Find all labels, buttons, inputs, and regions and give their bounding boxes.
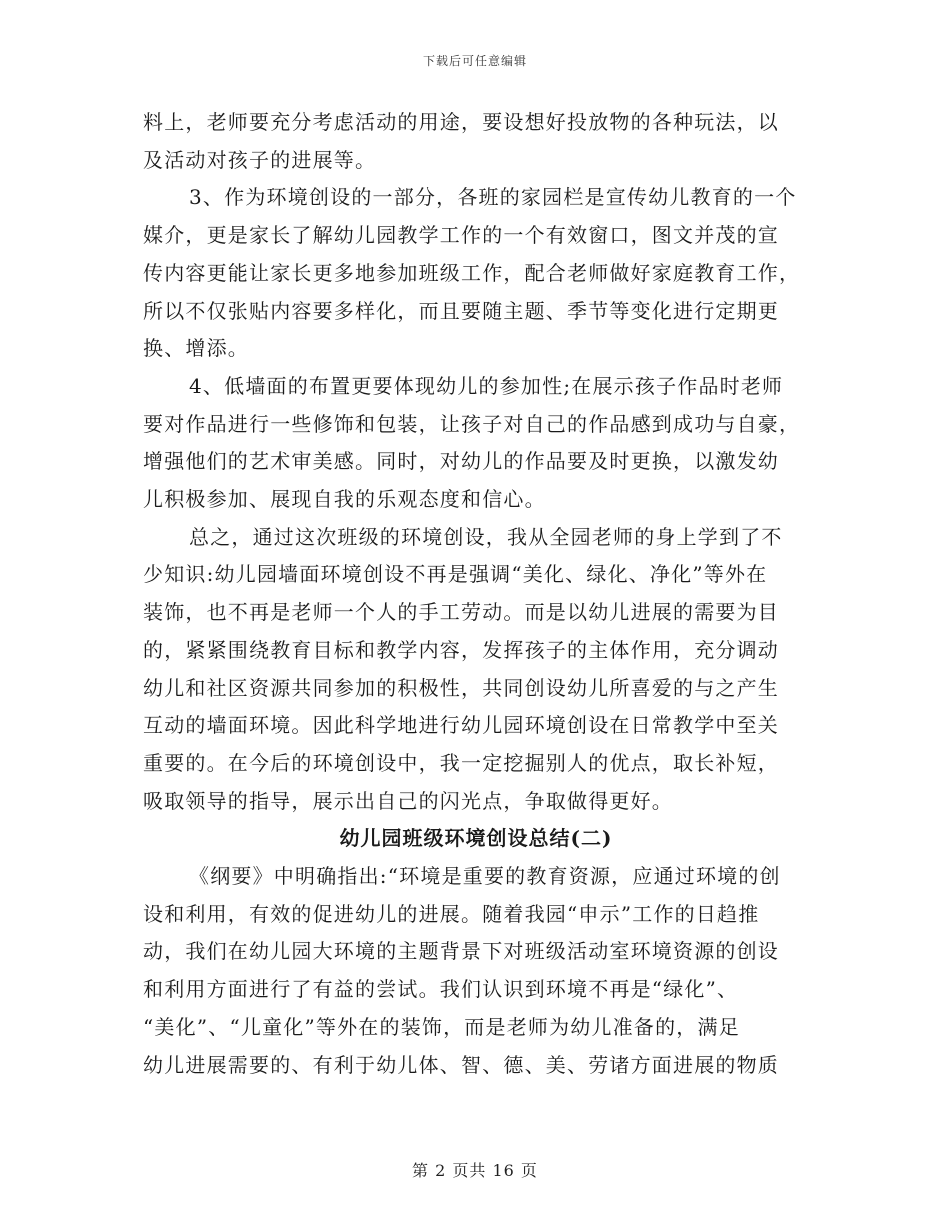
text-line: 装饰，也不再是老师一个人的手工劳动。而是以幼儿进展的需要为目	[143, 600, 779, 625]
body-paragraphs-part-2	[143, 858, 809, 1084]
text-line: 媒介，更是家长了解幼儿园教学工作的一个有效窗口，图文并茂的宣	[143, 223, 779, 248]
text-line: 动，我们在幼儿园大环境的主题背景下对班级活动室环境资源的创设	[143, 939, 779, 964]
text-line: 4、低墙面的布置更要体现幼儿的参加性;在展示孩子作品时老师	[189, 373, 784, 398]
text-line: 换、增添。	[143, 336, 249, 361]
text-line: 幼儿和社区资源共同参加的积极性，共同创设幼儿所喜爱的与之产生	[143, 675, 779, 700]
text-line: 总之，通过这次班级的环境创设，我从全园老师的身上学到了不	[189, 524, 783, 549]
section-title: 幼儿园班级环境创设总结(二)	[339, 826, 613, 851]
text-line: 和利用方面进行了有益的尝试。我们认识到环境不再是“绿化”、	[143, 977, 739, 1002]
text-line: 少知识:幼儿园墙面环境创设不再是强调“美化、绿化、净化”等外在	[143, 562, 768, 587]
text-line: 及活动对孩子的进展等。	[143, 147, 377, 172]
text-line: “美化”、“儿童化”等外在的装饰，而是老师为幼儿准备的，满足	[143, 1014, 740, 1039]
text-line: 要对作品进行一些修饰和包装，让孩子对自己的作品感到成功与自豪，	[143, 411, 801, 436]
text-line: 《纲要》中明确指出:“环境是重要的教育资源，应通过环境的创	[189, 864, 781, 889]
page-header-note: 下载后可任意编辑	[422, 54, 527, 68]
document-body	[143, 104, 809, 1084]
text-line: 重要的。在今后的环境创设中，我一定挖掘别人的优点，取长补短，	[143, 750, 779, 775]
text-line: 幼儿进展需要的、有利于幼儿体、智、德、美、劳诸方面进展的物质	[143, 1052, 779, 1077]
text-line: 设和利用，有效的促进幼儿的进展。随着我园“申示”工作的日趋推	[143, 901, 760, 926]
text-line: 吸取领导的指导，展示出自己的闪光点，争取做得更好。	[143, 788, 673, 813]
page-footer-page-number: 第 2 页共 16 页	[412, 1161, 538, 1180]
text-line: 3、作为环境创设的一部分，各班的家园栏是宣传幼儿教育的一个	[189, 185, 797, 210]
text-line: 增强他们的艺术审美感。同时，对幼儿的作品要及时更换，以激发幼	[143, 449, 779, 474]
text-line: 互动的墙面环境。因此科学地进行幼儿园环境创设在日常教学中至关	[143, 713, 779, 738]
text-line: 的，紧紧围绕教育目标和教学内容，发挥孩子的主体作用，充分调动	[143, 637, 779, 662]
text-line: 所以不仅张贴内容要多样化，而且要随主题、季节等变化进行定期更	[143, 298, 779, 323]
text-line: 料上，老师要充分考虑活动的用途，要设想好投放物的各种玩法，以	[143, 110, 779, 134]
text-line: 传内容更能让家长更多地参加班级工作，配合老师做好家庭教育工作，	[143, 260, 801, 285]
body-paragraphs-part-1	[143, 104, 809, 820]
text-line: 儿积极参加、展现自我的乐观态度和信心。	[143, 487, 546, 512]
